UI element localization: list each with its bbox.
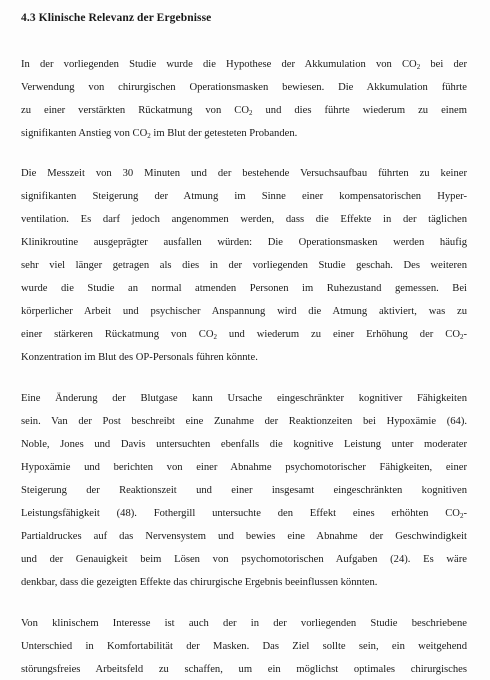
text-line: Von klinischem Interesse ist auch der in der vorliegenden Studie beschriebene [21, 618, 467, 629]
section-heading: 4.3 Klinische Relevanz der Ergebnisse [21, 12, 212, 24]
text-line: ventilation. Es darf jedoch angenommen werden, dass die Effekte in der täglichen [21, 214, 467, 225]
text-line: signifikanten Anstieg von $CO_2$ im Blut der getesteten Probanden. [21, 128, 298, 140]
text-line: Steigerung der Reaktionszeit und einer insgesamt eingeschränkten kognitiven [21, 485, 467, 496]
text-line: Die Messzeit von 30 Minuten und der bestehende Versuchsaufbau führten zu keiner [21, 168, 467, 179]
text-line: und der Genauigkeit beim Lösen von psychomotorischen Aufgaben (24). Es wäre [21, 554, 467, 565]
text-line: Unterschied in Komfortabilität der Masken. Das Ziel sollte sein, ein weitgehend [21, 641, 467, 652]
text-line: sein. Van der Post beschreibt eine Zunahme der Reaktionzeiten bei Hypoxämie (64). [21, 416, 467, 427]
text-line: zu einer verstärkten Rückatmung von $CO_2$ und dies führte wiederum zu einem [21, 105, 467, 117]
text-line: signifikanten Steigerung der Atmung im Sinne einer kompensatorischen Hyper- [21, 191, 467, 202]
text-line: Noble, Jones und Davis untersuchten ebenfalls die kognitive Leistung unter moderater [21, 439, 467, 450]
text-line: Hypoxämie und berichten von einer Abnahme psychomotorischer Fähigkeiten, einer [21, 462, 467, 473]
text-line: körperlicher Arbeit und psychischer Anspannung wird die Atmung aktiviert, was zu [21, 306, 467, 317]
text-line: denkbar, dass die gezeigten Effekte das chirurgische Ergebnis beeinflussen könnten. [21, 577, 378, 588]
text-line: wurde die Studie an normal atmenden Personen im Ruhezustand gemessen. Bei [21, 283, 467, 294]
text-line: Eine Änderung der Blutgase kann Ursache eingeschränkter kognitiver Fähigkeiten [21, 393, 467, 404]
text-line: Konzentration im Blut des OP-Personals führen könnte. [21, 352, 258, 363]
text-line: In der vorliegenden Studie wurde die Hypothese der Akkumulation von $CO_2$ bei der [21, 59, 467, 71]
text-line: Partialdruckes auf das Nervensystem und bewies eine Abnahme der Geschwindigkeit [21, 531, 467, 542]
text-line: Klinikroutine ausgeprägter ausfallen würden: Die Operationsmasken werden häufig [21, 237, 467, 248]
text-line: Leistungsfähigkeit (48). Fothergill untersuchte den Effekt eines erhöhten $CO_2-$ [21, 508, 467, 520]
text-line: Verwendung von chirurgischen Operationsmasken bewiesen. Die Akkumulation führte [21, 82, 467, 93]
text-line: einer stärkeren Rückatmung von $CO_2$ und wiederum zu einer Erhöhung der $CO_2-$ [21, 329, 467, 341]
text-line: sehr viel länger getragen als dies in der vorliegenden Studie geschah. Des weiteren [21, 260, 467, 271]
text-line: störungsfreies Arbeitsfeld zu schaffen, um ein möglichst optimales chirurgisches [21, 664, 467, 675]
